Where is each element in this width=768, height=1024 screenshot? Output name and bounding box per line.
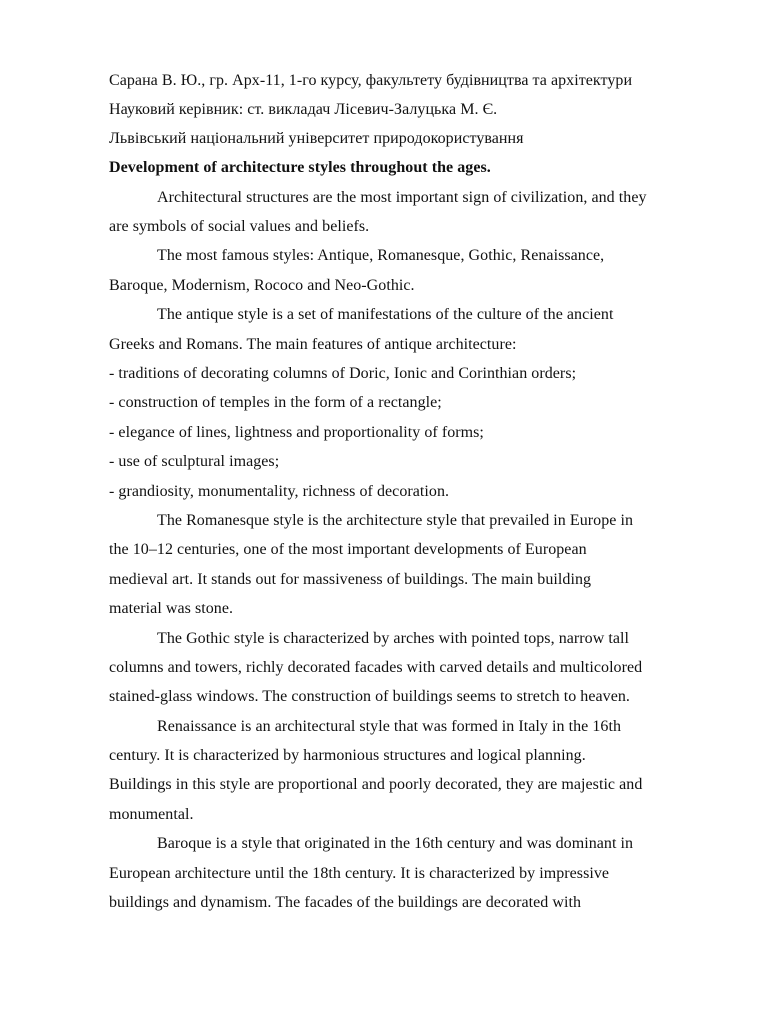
author-line: Сарана В. Ю., гр. Арх-11, 1-го курсу, факультету будівництва та архітектури [109, 72, 633, 89]
paragraph-line: Baroque, Modernism, Rococo and Neo-Gothic. [109, 277, 415, 294]
list-item: - grandiosity, monumentality, richness of decoration. [109, 483, 450, 500]
paragraph-line: The Romanesque style is the architecture style that prevailed in Europe in [157, 512, 633, 529]
paragraph-line: Baroque is a style that originated in the 16th century and was dominant in [157, 835, 634, 852]
paragraph-line: Buildings in this style are proportional and poorly decorated, they are majestic and [109, 776, 643, 793]
paragraph-line: The antique style is a set of manifestations of the culture of the ancient [157, 306, 614, 323]
supervisor-line: Науковий керівник: ст. викладач Лісевич-Залуцька М. Є. [109, 101, 498, 118]
paragraph-line: the 10–12 centuries, one of the most important developments of European [109, 541, 587, 558]
paragraph-line: Greeks and Romans. The main features of antique architecture: [109, 336, 517, 353]
paragraph-line: The most famous styles: Antique, Romanesque, Gothic, Renaissance, [157, 247, 605, 264]
list-item: - construction of temples in the form of a rectangle; [109, 394, 442, 411]
list-item: - traditions of decorating columns of Doric, Ionic and Corinthian orders; [109, 365, 577, 382]
paragraph-line: century. It is characterized by harmonious structures and logical planning. [109, 747, 586, 764]
paragraph-line: buildings and dynamism. The facades of the buildings are decorated with [109, 894, 582, 911]
paragraph-line: columns and towers, richly decorated facades with carved details and multicolored [109, 659, 643, 676]
paragraph-line: monumental. [109, 806, 194, 823]
document-title: Development of architecture styles throughout the ages. [109, 159, 491, 176]
paragraph-line: Renaissance is an architectural style that was formed in Italy in the 16th [157, 718, 621, 735]
university-line: Львівський національний університет природокористування [109, 130, 524, 147]
paragraph-line: stained-glass windows. The construction of buildings seems to stretch to heaven. [109, 688, 630, 705]
paragraph-line: The Gothic style is characterized by arches with pointed tops, narrow tall [157, 630, 629, 647]
paragraph-line: medieval art. It stands out for massiveness of buildings. The main building [109, 571, 592, 588]
paragraph-line: material was stone. [109, 600, 234, 617]
list-item: - use of sculptural images; [109, 453, 280, 470]
list-item: - elegance of lines, lightness and proportionality of forms; [109, 424, 484, 441]
paragraph-line: Architectural structures are the most important sign of civilization, and they [157, 189, 647, 206]
paragraph-line: are symbols of social values and beliefs. [109, 218, 370, 235]
paragraph-line: European architecture until the 18th century. It is characterized by impressive [109, 865, 610, 882]
